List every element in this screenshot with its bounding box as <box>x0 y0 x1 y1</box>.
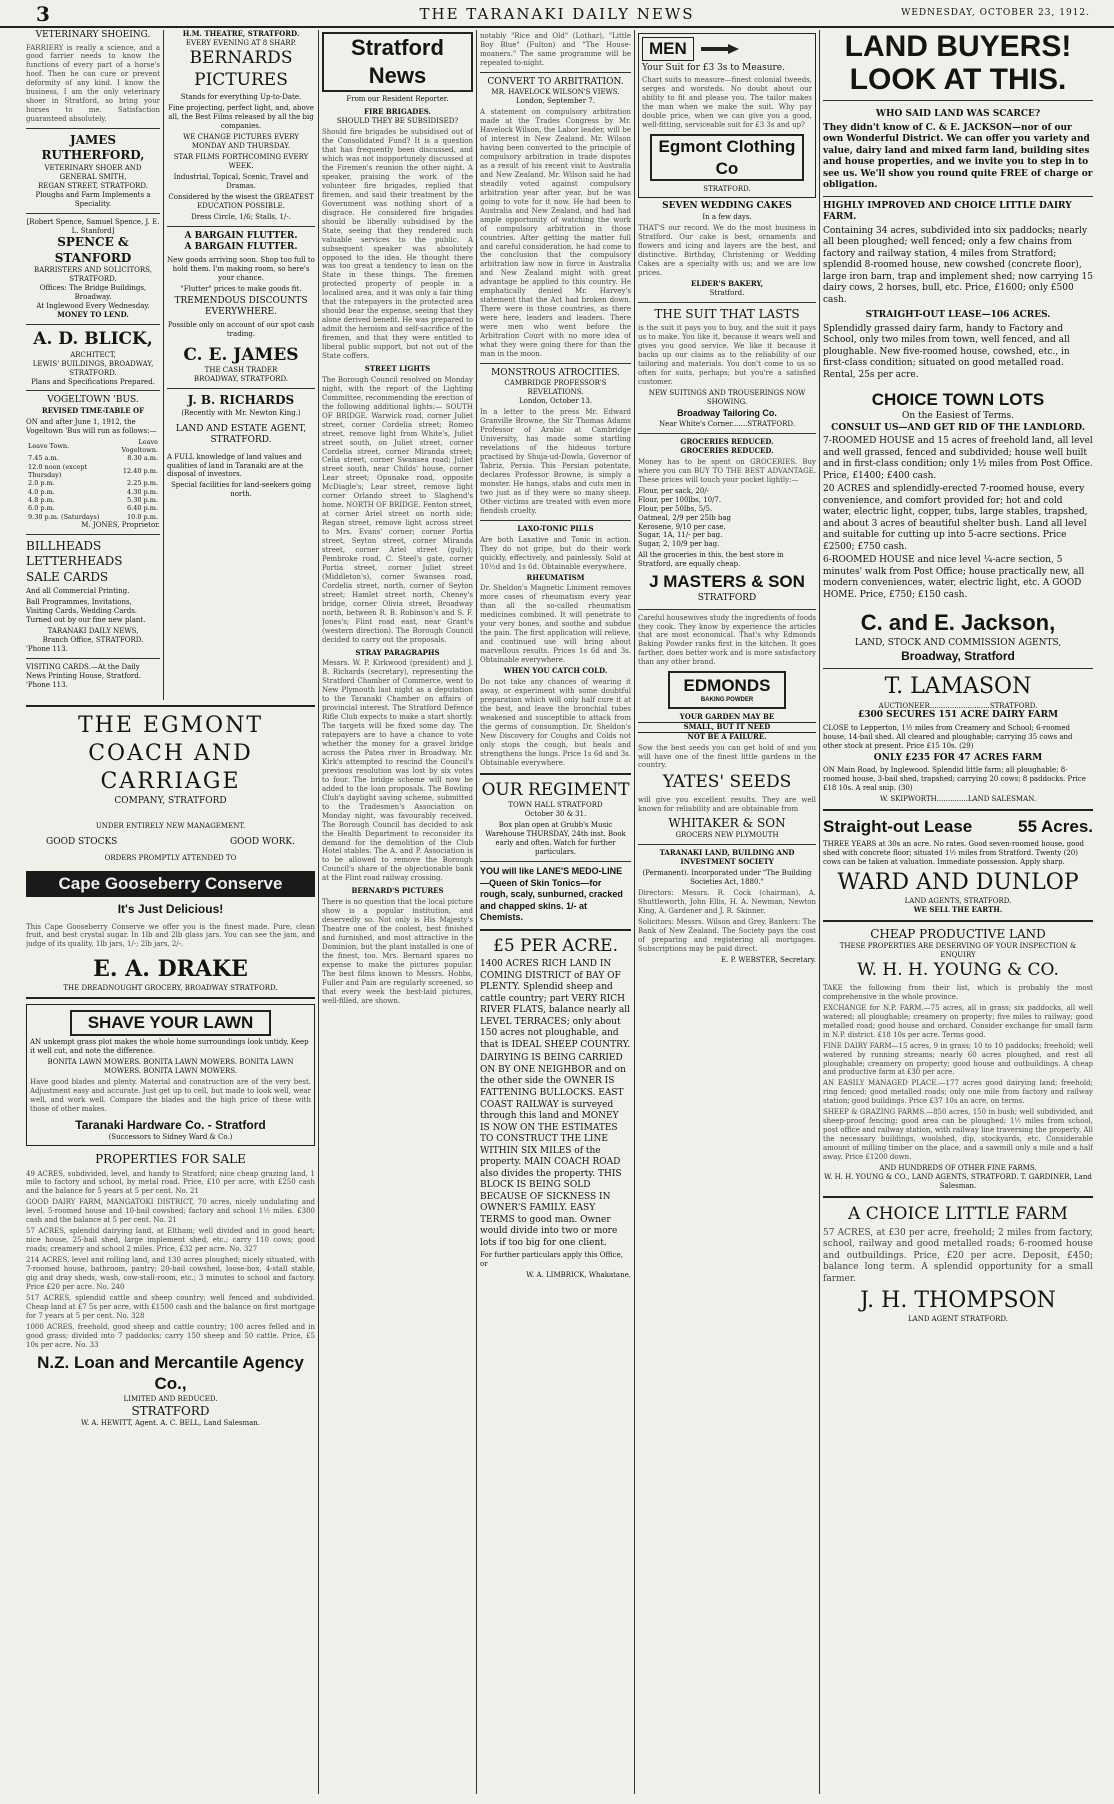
property-listing: 1000 ACRES, freehold, good sheep and cattle country; 100 acres felled and in good grass; divided into 7 paddocks; carry 150 sheep and 50 cattle. Price, £5 10s per acre. No. 33 <box>26 1322 315 1349</box>
garden-line: SMALL, BUT IT NEED <box>638 723 816 733</box>
column-2 <box>167 30 315 694</box>
list-item: Sugar, 2, 10/9 per bag. <box>638 540 720 549</box>
land-buyers-heading: LAND BUYERS! <box>844 30 1072 63</box>
coach-title: THE EGMONT <box>77 713 264 738</box>
flutter-line: "Flutter" prices to make goods fit. <box>180 284 302 293</box>
bus-cell: 2.0 p.m. <box>28 479 55 488</box>
article-body: notably "Rice and Old" (Lothar), "Little Boy Blue" (Fulton) and "The House-moaners." The same programme will be repeated to-night. <box>480 32 631 67</box>
young-line: W. H. H. YOUNG & CO., LAND AGENTS, STRATFORD. T. GARDINER, Land Salesman. <box>824 1172 1092 1190</box>
men-line: Chart suits to measure—finest colonial tweeds, serges and worsteds. No doubt about our ability to fit and please you. The tailor makes the man when we make the suit. Why pay double price, when we can give you a good, well-fitting, serviceable suit for £3 3s and up? <box>642 76 812 130</box>
edmonds-logo <box>668 671 786 708</box>
gooseberry-heading: Cape Gooseberry Conserve <box>26 871 315 897</box>
column-3 <box>322 30 473 1794</box>
column-rule <box>476 30 477 1794</box>
garden-line: NOT BE A FAILURE. <box>687 731 767 741</box>
article-sub: MR. HAVELOCK WILSON'S VIEWS. <box>491 88 620 97</box>
spence-line: At Inglewood Every Wednesday. <box>36 302 150 311</box>
column-4 <box>480 30 631 1794</box>
choice-farm-heading: A CHOICE LITTLE FARM <box>848 1203 1068 1224</box>
spence-firm: SPENCE & STANFORD <box>54 235 132 265</box>
lamason-line: AUCTIONEER...........................STRATFORD. <box>878 701 1038 710</box>
nz-loan-line: LIMITED AND REDUCED. <box>123 1395 218 1404</box>
bernards-line: Industrial, Topical, Scenic, Travel and Dramas. <box>173 173 309 190</box>
coach-title: COACH AND CARRIAGE <box>88 741 253 795</box>
scarce-heading: WHO SAID LAND WAS SCARCE? <box>875 109 1041 119</box>
men-line: Your Suit for £3 3s to Measure. <box>642 62 785 73</box>
bus-cell: 2.25 p.m. <box>127 479 158 488</box>
vet-body: FARRIERY is really a science, and a good farrier needs to know the functions of every part of a horse's hoof. Then he can cure or prevent deformity of any kind. I know the business, I am the only veterinary shoer in Stratford, so bring your horses to me. Satisfaction guaranteed absolutely. <box>26 43 160 124</box>
regiment-line: Box plan open at Grubb's Music Warehouse THURSDAY, 24th inst. Book early and often. Watch for further particulars. <box>485 821 626 857</box>
article-body: Do not take any chances of wearing it away, or experiment with some doubtful preparation which will only half cure it at the best, and leave the bronchial tubes weakened and susceptible to attack from the germs of consumption. Dr. Sheldon's New Discovery for Coughs and Colds not only stops the cough, but heals and strengthens the lungs. Price 1s 6d and 3s. Obtainable everywhere. <box>480 677 631 767</box>
young-line: AN EASILY MANAGED PLACE.—177 acres good dairying land; freehold; ring fenced; good metalled roads; only one mile from factory and railway station; good buildings. Price £37 10s an acre, on terms. <box>823 1079 1093 1106</box>
list-item: Flour, per 100lbs, 10/7. <box>638 495 722 504</box>
pointing-hand-icon <box>700 42 740 56</box>
young-line: FINE DAIRY FARM—15 acres, 9 in grass; 10 to 10 paddocks; freehold; well watered by running streams; nearly 60 acres ploughed, and rest all ploughable; creamery on property; good house and outbuildings. A cheap and productive farm at £30 per acre. <box>823 1041 1093 1077</box>
men-suit-ad <box>638 33 816 198</box>
bus-line: REVISED TIME-TABLE OF <box>41 406 145 415</box>
coach-line: COMPANY, STRATFORD <box>114 796 227 807</box>
bus-cell: 8.30 a.m. <box>127 454 158 463</box>
billheads-text: Branch Office, STRATFORD. <box>42 635 144 644</box>
garden-line: YOUR GARDEN MAY BE <box>638 713 816 723</box>
article-body: Messrs. W. P. Kirkwood (president) and J. B. Richards (secretary), representing the Stratford Chamber of Commerce, went to New Plymouth last night as a deputation to the Taranaki Chamber on affairs of provincial interest. The Stratford Defence Rifle Club expects to make a start shortly. The targets will be fixed some day. The ratepayers are to have a chance to vote whether the money for a gravel bridge across the Patea river in Broadway. Mr. Kirk's attempted to rescind the Council's previous resolution was lost by six votes to four. The bridge scheme will now be added to the loan proposals. The Bowling Club's daylight saving scheme, submitted to the Tradesmen's Association on Monday night, was favourably received. The Borough Council has decided to ask the Health Department to reconsider its demand for the demolition of the Club Hotel stables. The A. and P. Association is to be allowed to remove the Borough Council's share of the objectionable bank at the Flint road railway crossing. <box>322 659 473 883</box>
bernards-title: BERNARDS PICTURES <box>189 47 293 90</box>
richards-line: A FULL knowledge of land values and qualities of land in Taranaki are at the disposal of investors. <box>167 452 304 479</box>
table-row <box>26 488 160 496</box>
young-line: EXCHANGE for N.P. FARM.—75 acres, all in grass; six paddocks, all well watered; all ploughable; creamery on property; five miles to railway; good metalled road; good house and orchard. Consider exchange for small farm in N.P. district. £18 10s per acre. Terms good. <box>823 1003 1093 1039</box>
lamason-name: T. LAMASON <box>884 674 1032 700</box>
spence-line: MONEY TO LEND. <box>57 309 129 319</box>
issue-date: WEDNESDAY, OCTOBER 23, 1912. <box>901 8 1090 18</box>
richards-name: J. B. RICHARDS <box>187 393 295 408</box>
bernards-line: WE CHANGE PICTURES EVERY MONDAY AND THURSDAY. <box>183 133 299 151</box>
property-listing: 49 ACRES, subdivided, level, and handy to Stratford; nice cheap grazing land, 1 mile to factory and school, by metal road. Price, £10 per acre, with £250 cash and the balance for 5 years at 5 per cent. No. 21 <box>26 1169 315 1196</box>
article-body: In a letter to the press Mr. Edward Granville Browne, the Sir Thomas Adams Professor of Arabic at Cambridge University, has made some startling revelations of the hideous torture practised by Shuja-ud-Dowla, Governor of Tabriz, Persia. This Persian potentate, declares Professor Browne, is simply a monster. He hangs, stabs and cuts men in two just as if they were so many sheep. Other victims are treated with even more fiendish cruelty. <box>480 408 631 515</box>
stratford-news-heading: Stratford News <box>322 32 473 92</box>
drake-line: THE DREADNOUGHT GROCERY, BROADWAY STRATFORD. <box>63 983 278 992</box>
billheads-text: TARANAKI DAILY NEWS, <box>47 626 139 635</box>
bakery-name: ELDER'S BAKERY, <box>690 278 764 288</box>
lamason-line: W. SKIPWORTH..............LAND SALESMAN. <box>879 795 1037 804</box>
building-society-heading: TARANAKI LAND, BUILDING AND INVESTMENT SOCIETY <box>659 848 795 867</box>
cakes-sub: In a few days. <box>702 212 752 221</box>
edmonds-body: Careful housewives study the ingredients of foods they cook. They know by experience the articles that are most economical. That's why Edmonds Baking Powder ranks first in the kitchen. It goes farther, does better work and is more satisfactory than any other brand. <box>638 613 816 667</box>
bakery-line: Stratford. <box>709 288 745 297</box>
bernards-line: Considered by the wisest the GREATEST EDUCATION POSSIBLE. <box>168 192 314 210</box>
suit-body: NEW SUITINGS AND TROUSERINGS NOW SHOWING. <box>648 388 806 406</box>
bus-cell: 12.0 noon (except Thursday) <box>28 462 88 480</box>
article-body: Are both Laxative and Tonic in action. They do not gripe, but do their work quickly, effectively, and painlessly. Sold at 10½d and 1s 6d. Obtainable everywhere. <box>480 535 631 571</box>
bus-heading: VOGELTOWN 'BUS. <box>47 395 139 406</box>
thompson-line: LAND AGENT STRATFORD. <box>908 1315 1008 1324</box>
theatre-sub: EVERY EVENING AT 8 SHARP. <box>185 38 297 47</box>
lamason-line: CLOSE to Lepperton, 1½ miles from Creamery and School; 6-roomed house, 14-bail shed. All cleared and ploughable; carrying 35 cows and other stock at present. Price £15 10s. (29) <box>823 724 1073 750</box>
coach-line: UNDER ENTIRELY NEW MANAGEMENT. <box>95 821 246 830</box>
lease-body: Splendidly grassed dairy farm, handy to Factory and School, only two miles from town, well fenced, and all ploughable. New five-roomed house, cowshed, etc., in first-class condition; situated on good metalled road. Rental, 25s per acre. <box>823 323 1070 380</box>
column-1 <box>26 30 160 694</box>
acre-line: W. A. LIMBRICK, Whakatane. <box>526 1271 631 1280</box>
page-number: 3 <box>36 2 50 26</box>
flutter-line: Possible only on account of our spot cash trading. <box>167 320 315 338</box>
list-item: Oatmeal, 2/9 per 25lb bag <box>638 513 732 522</box>
column-rule <box>819 30 820 1794</box>
bus-cell: 4.0 p.m. <box>28 487 55 496</box>
newspaper-title: THE TARANAKI DAILY NEWS <box>419 5 695 23</box>
cheap-land-heading: CHEAP PRODUCTIVE LAND <box>870 926 1046 941</box>
richards-line: (Recently with Mr. Newton King.) <box>181 408 301 417</box>
cejames-name: C. E. JAMES <box>183 344 299 365</box>
property-listing: 57 ACRES, splendid dairying land, at Eltham; well divided and in good heart; nice house, 25-bail shed, large implement shed, etc.; carry 110 cows; good roads; creamery and school 2 miles. Price, £32 per acre. No. 327 <box>26 1227 315 1254</box>
article-body: A statement on compulsory arbitration made at the Trades Congress by Mr. Havelock Wilson, the Labor leader, will be of interest in New Zealand. Mr. Wilson having been converted to the principle of compulsory arbitration in trade disputes as a result of his recent visit to Australia and New Zealand. Mr. Wilson said he had steadily voted against compulsory arbitration year after year, but he was going to vote for it now. He had been to Australia and New Zealand, and had had ample opportunity of watching the work of compulsory arbitration in those countries. After getting the matter full and careful consideration, he had come to the conclusion that the compulsory arbitration law now in force in Australia and New Zealand might with great advantage be applied to this country. He emphatically denied Mr. Harvey's statement that the Act had broken down. There were in those countries, as there were here, leaders and leaders. There were men who went before the Arbitration Court with no more idea of what they were going there for than the man in the moon. <box>480 108 631 358</box>
coach-row <box>46 837 295 849</box>
building-society-line: E. P. WEBSTER, Secretary. <box>721 955 816 964</box>
regiment-line: TOWN HALL STRATFORD <box>508 801 603 810</box>
yates-body: will give you excellent results. They are well known for reliability and are obtainable from <box>638 796 816 814</box>
table-row <box>26 504 160 512</box>
lanes-ad: YOU will like LANE'S MEDO-LINE—Queen of Skin Tonics—for rough, scaly, sunburned, cracked and chapped skins. 1/- at Chemists. <box>480 865 623 923</box>
town-lots-heading: CHOICE TOWN LOTS <box>871 390 1045 410</box>
bus-cell: 10.0 p.m. <box>127 512 158 521</box>
blick-name: A. D. BLICK, <box>33 328 153 349</box>
nz-loan-name: N.Z. Loan and Mercantile Agency Co., <box>37 1352 304 1394</box>
article-body: The Borough Council resolved on Monday night, with the report of the Lighting Committee, recommending the erection of the following additional lights:— SOUTH OF BRIDGE. Warwick road, corner Juliet street, corner Cordelia street; Romeo street, remove light from White's, Juliet street south, on Juliet street, corner Cordelia street, corner Miranda street; Celia street, corner Swansea road; Juliet street south, near Childs' house, corner Lear street; Opunake road, opposite McDiagle's; Lear street, remove light corner Orlando street to Slaghend's home. NORTH OF BRIDGE. Fenton street, at corner Ariel street on north side; Regan street, remove light across street to Mrs. Evans' corner; corner Portia street, Seyton street, corner Miranda street, corner Ariel street (gully); Pembroke road, C. Steel's gate, corner Portia street, corner Juliet street (Middleton's), corner Swansea road, Cordelia street, north, corner of Seyton street; Hamlet street north, Cheney's bridge, corner Olivia street, Broadway north, between R. B. Robinson's and S. F. Jones's; Flint road east, near Grant's (western direction). The Borough Council decided to carry out the proposals. <box>322 375 473 644</box>
blick-line: Plans and Specifications Prepared. <box>31 377 155 386</box>
table-row <box>26 463 160 480</box>
visiting-cards: VISITING CARDS.—At the Daily News Printing House, Stratford. 'Phone 113. <box>26 662 141 689</box>
jackson-line: LAND, STOCK AND COMMISSION AGENTS, <box>854 637 1062 648</box>
article-heading: BERNARD'S PICTURES <box>351 886 444 896</box>
rutherford-line: Ploughs and Farm Implements a Speciality. <box>35 190 151 208</box>
article-heading: STRAY PARAGRAPHS <box>355 647 440 657</box>
blick-line: ARCHITECT, <box>70 350 116 359</box>
gooseberry-body: This Cape Gooseberry Conserve we offer you is the finest made. Pure, clean fruit, and best crystal sugar. In 1lb and 2lb glass jars. You can see the jam, and judge of its quality. 1lb jars, 1/-; 2lb jars, 2/-. <box>26 922 315 949</box>
town-lot-listing: 7-ROOMED HOUSE and 15 acres of freehold land, all level and well grassed, fenced and subdivided; house well built and in first-class condition; only 1½ miles from Post Office. Price, £1400; £400 cash. <box>823 436 1093 481</box>
rutherford-name: JAMES RUTHERFORD, <box>41 133 145 163</box>
groceries-heading: GROCERIES REDUCED. <box>680 445 774 455</box>
lawn-heading: SHAVE YOUR LAWN <box>70 1010 271 1036</box>
nz-loan-line: W. A. HEWITT, Agent. A. C. BELL, Land Salesman. <box>80 1419 261 1428</box>
column-rule <box>318 30 319 1794</box>
edmonds-logo-sub: BAKING POWDER <box>700 697 754 704</box>
billheads-text: And all Commercial Printing. <box>26 587 130 596</box>
nz-loan-line: STRATFORD <box>131 1404 210 1419</box>
list-item: Sugar, 1A, 11/- per bag. <box>638 531 723 540</box>
young-line: AND HUNDREDS OF OTHER FINE FARMS. <box>879 1163 1037 1172</box>
byline: From our Resident Reporter. <box>346 95 449 104</box>
article-heading: RHEUMATISM <box>526 572 585 582</box>
bus-cell: 6.40 p.m. <box>127 504 158 513</box>
building-society-line: Solicitors: Messrs. Wilson and Grey. Bankers: The Bank of New Zealand. The Society pays the cost of preparing and registering all mortgages. Subscriptions may be paid direct. <box>638 918 816 953</box>
article-heading: LAXO-TONIC PILLS <box>517 523 594 533</box>
spence-line: Offices: The Bridge Buildings, Broadway. <box>39 284 147 302</box>
richards-line: LAND AND ESTATE AGENT, STRATFORD. <box>175 423 307 446</box>
town-lot-listing: 6-ROOMED HOUSE and nice level ¼-acre section, 5 minutes' walk from Post Office; house practically new, all modern conveniences, water, electric light, etc. A GOOD HOME. Price, £750; £150 cash. <box>823 555 1085 600</box>
article-heading: WHEN YOU CATCH COLD. <box>503 666 608 676</box>
article-body: There is no question that the local picture show is a popular institution, and deservedly so. Not only is His Majesty's Theatre one of the coolest, best finished and furnished, and most attractive in the Dominion, but the plant installed is one of the finest, too. Mrs. Bernard spares no expense to make the pictures popular. The best films known to Messrs. Hobbs, Fuller and Pain are regularly screened, so that every week the best-laid pictures, well-filled, are shown. <box>322 898 473 1005</box>
yates-body: Sow the best seeds you can get hold of and you will have one of the finest little gardens in the country. <box>638 743 816 770</box>
coach-line: ORDERS PROMPTLY ATTENDED TO <box>104 854 237 863</box>
choice-farm-body: 57 ACRES, at £30 per acre, freehold; 2 miles from factory, school, railway and good metalled roads; 6-roomed house and outbuildings. Price, £20 per acre. Deposit, £450; balance long term. A splendid opportunity for a small farmer. <box>823 1227 1093 1284</box>
acre-line: For further particulars apply this Office, or <box>480 1251 623 1269</box>
taranaki-hardware-sub: (Successors to Sidney Ward & Co.) <box>108 1133 233 1142</box>
jackson-line: Broadway, Stratford <box>901 649 1015 664</box>
bottom-left-ads <box>26 700 315 1794</box>
drake-name: E. A. DRAKE <box>93 956 248 983</box>
spence-line: BARRISTERS AND SOLICITORS, STRATFORD. <box>34 266 152 284</box>
billheads-text: 'Phone 113. <box>26 644 68 653</box>
table-row <box>26 479 160 487</box>
bernards-line: STAR FILMS FORTHCOMING EVERY WEEK. <box>173 153 309 171</box>
cakes-body: THAT'S our record. We do the most business in Stratford. Our cake is best, ornaments and flowers and icing and layers are the best, and distinctive. Birthday, Christening or Wedding Cakes are a specialty with us; and we are low prices. <box>638 223 816 277</box>
rutherford-line: REGAN STREET, STRATFORD. <box>38 181 148 190</box>
lawn-ad <box>26 1004 315 1146</box>
article-heading: STREET LIGHTS <box>364 363 431 373</box>
properties-heading: PROPERTIES FOR SALE <box>95 1152 246 1167</box>
young-line: TAKE the following from their list, which is probably the most comprehensive in the whole province. <box>823 983 1093 1001</box>
flutter-heading: A BARGAIN FLUTTER. <box>184 230 298 241</box>
suit-heading: THE SUIT THAT LASTS <box>654 306 800 321</box>
article-heading: MONSTROUS ATROCITIES. <box>491 367 620 378</box>
building-society-line: (Permanent). Incorporated under "The Building Societies Act, 1880." <box>642 869 812 887</box>
cejames-line: THE CASH TRADER <box>204 366 278 375</box>
lease-heading: STRAIGHT-OUT LEASE—106 ACRES. <box>865 310 1051 321</box>
property-listing: GOOD DAIRY FARM, MANGATOKI DISTRICT, 70 acres, nicely undulating and level. 5-roomed house and 10-bail cowshed; factory and school 1½ miles. £300 cash and the balance at 5 per cent. No. 21 <box>26 1198 315 1225</box>
bus-cell: 4.8 p.m. <box>28 496 55 505</box>
column-rule <box>163 30 164 700</box>
lawn-line: AN unkempt grass plot makes the whole home surroundings look untidy. Keep it well cut, and note the difference. <box>30 1038 309 1056</box>
flutter-line: TREMENDOUS DISCOUNTS EVERYWHERE. <box>174 295 308 318</box>
billheads-text: Ball Programmes, Invitations, Visiting Cards, Wedding Cards. Turned out by our fine new plant. <box>26 597 146 624</box>
richards-line: Special facilities for land-seekers going north. <box>170 481 312 499</box>
bus-col-header: Leave Vogeltown. <box>121 437 158 455</box>
column-5 <box>638 30 816 1794</box>
whitaker-name: WHITAKER & SON <box>668 816 786 831</box>
bus-proprietor: M. JONES, Proprietor. <box>81 520 160 529</box>
property-listing: 517 ACRES, splendid cattle and sheep country; well fenced and subdivided. Cheap land at £7 5s per acre, with £1500 cash and the balance on first mortgage for 7 years at 5 per cent. No. 328 <box>26 1293 315 1320</box>
ward-dunlop-line: LAND AGENTS, STRATFORD. <box>904 896 1012 905</box>
groceries-line: Money has to be spent on GROCERIES. Buy where you can BUY TO THE BEST ADVANTAGE. These prices will touch your pocket lightly:— <box>638 457 816 484</box>
ward-dunlop-name: WARD AND DUNLOP <box>837 869 1079 895</box>
acre-heading: £5 PER ACRE. <box>493 935 618 956</box>
groceries-line: All the groceries in this, the best store in Stratford, are equally cheap. <box>638 551 784 569</box>
lamason-line: ON Main Road, by Inglewood. Splendid little farm; all ploughable; 8-roomed house, 3-bail shed, trapshed; carrying 20 cows; 8 paddocks. Price £18 10s. A real snip. (30) <box>823 766 1086 793</box>
article-sub: SHOULD THEY BE SUBSIDISED? <box>336 117 459 126</box>
article-heading: FIRE BRIGADES. <box>364 107 431 117</box>
acre-line: DAIRYING IS BEING CARRIED ON BY ONE NEIGHBOR and on the other side the OWNER IS FATTENING BULLOCKS. EAST COAST RAILWAY is surveyed through this land and MONEY IS NOW ON THE ESTIMATES TO CONSTRUCT THE LINE WITHIN SIX MILES of the property. MAIN COACH ROAD also divides the property. THIS BLOCK IS BEING SOLD BECAUSE OF SICKNESS IN OWNER'S FAMILY. EASY TERMS to good man. Owner would divide into two or more lots if too big for one client. <box>480 1053 626 1248</box>
flutter-line: New goods arriving soon. Shop too full to hold them. I'm making room, so here's your chance. <box>167 255 315 282</box>
groceries-heading: GROCERIES REDUCED. <box>680 436 774 446</box>
building-society-line: Directors: Messrs. R. Cock (chairman), A. Shuttleworth, John Ellis, H. A. Newman, Newton King, A. Gardener and J. R. Skinner. <box>638 889 816 916</box>
article-heading: CONVERT TO ARBITRATION. <box>487 76 624 87</box>
regiment-heading: OUR REGIMENT <box>481 779 630 800</box>
table-row <box>26 513 160 521</box>
bus-col-header: Leave Town. <box>28 442 70 451</box>
coach-line: GOOD WORK. <box>229 836 295 847</box>
list-item: Flour, per 50lbs, 5/5. <box>638 504 713 513</box>
broadway-line: Near White's Corner.......STRATFORD. <box>659 419 795 428</box>
list-item: Flour, per sack, 20/- <box>638 486 710 495</box>
bus-cell: 4.30 p.m. <box>127 487 158 496</box>
billheads-line: BILLHEADS <box>26 538 102 553</box>
billheads-line: LETTERHEADS <box>26 554 123 569</box>
cheap-land-sub: THESE PROPERTIES ARE DESERVING OF YOUR INSPECTION & ENQUIRY <box>839 942 1077 960</box>
cejames-line: BROADWAY, STRATFORD. <box>193 375 289 384</box>
masters-line: STRATFORD <box>697 593 757 604</box>
whitaker-line: GROCERS NEW PLYMOUTH <box>675 831 779 840</box>
bus-cell: 9.30 p.m. (Saturdays) <box>28 512 100 521</box>
straight-out-lease <box>823 816 1093 838</box>
edmonds-logo-text: EDMONDS <box>683 676 771 696</box>
acre-line: 1400 ACRES RICH LAND IN COMING DISTRICT of BAY OF PLENTY. Splendid sheep and cattle country; part VERY RICH RIVER FLATS, balance nearly all LEVEL TERRACES; only about 150 acres not ploughable, and that is IDEAL SHEEP COUNTRY. <box>480 959 631 1050</box>
gooseberry-sub: It's Just Delicious! <box>117 902 224 917</box>
rutherford-line: VETERINARY SHOER AND GENERAL SMITH, <box>44 163 142 181</box>
town-lot-listing: 20 ACRES and splendidly-erected 7-roomed house, every convenience, and comfort provided for; hot and cold water, electric light, copper, tubs, large stables, trapshed, and about 3 acres of beautiful shelter bush. Land all level and suitable for cutting up into 5-acre sections. Price £2500; £750 cash. <box>823 484 1088 552</box>
table-row <box>26 454 160 462</box>
bus-cell: 6.0 p.m. <box>28 504 55 513</box>
bus-timetable <box>26 438 160 521</box>
property-listing: 214 ACRES, level and rolling land, and 130 acres ploughed; nicely situated, with 7-roomed house, bathroom, pantry; 20-bail cowshed, loose-box, 4-stall stable, gig and dray sheds, wash, cow-stall-room, etc.; 3 minutes to school and factory. Price £20 per acre. No. 240 <box>26 1256 315 1291</box>
blick-line: LEWIS' BUILDINGS, BROADWAY, STRATFORD. <box>32 359 154 377</box>
bus-cell: 12.40 p.m. <box>122 466 158 475</box>
column-rule <box>634 30 635 1794</box>
lawn-line: BONITA LAWN MOWERS. BONITA LAWN MOWERS. BONITA LAWN MOWERS. BONITA LAWN MOWERS. <box>47 1058 294 1076</box>
flutter-heading: A BARGAIN FLUTTER. <box>184 242 298 253</box>
table-row <box>26 496 160 504</box>
article-sub: CAMBRIDGE PROFESSOR'S REVELATIONS. <box>504 379 607 397</box>
list-item: Kerosene, 9/10 per case. <box>638 522 726 531</box>
bernards-line: Fine projecting, perfect light, and, above all, the Best Films released by all the big companies. <box>168 104 314 131</box>
vet-heading: VETERINARY SHOEING. <box>35 30 151 40</box>
masters-name: J MASTERS & SON <box>649 572 805 592</box>
jackson-name: C. and E. Jackson, <box>860 610 1056 636</box>
lamason-line: ONLY £235 FOR 47 ACRES FARM <box>873 752 1043 763</box>
article-date: London, October 13. <box>518 397 593 406</box>
land-buyers-heading: LOOK AT THIS. <box>849 63 1067 96</box>
young-name: W. H. H. YOUNG & CO. <box>857 960 1059 981</box>
bus-line: ON and after June 1, 1912, the Vogeltown 'Bus will run as follows:— <box>26 417 157 435</box>
lawn-line: Have good blades and plenty. Material and construction are of the very best. Adjustment easy and accurate. Just get up to cell, but made to look well, wear well, and work well. Compare the blades and the high price of these with those of other makes. <box>30 1078 311 1113</box>
billheads-line: SALE CARDS <box>26 569 109 584</box>
spence-names: [Robert Spence, Samuel Spence, J. E. L. Stanford] <box>26 217 160 235</box>
sol-heading: Straight-out Lease <box>823 817 973 837</box>
egmont-clothing-logo: Egmont Clothing Co <box>650 134 804 182</box>
men-label: MEN <box>642 37 694 61</box>
article-body: Dr. Sheldon's Magnetic Liniment removes more cases of rheumatism every year than all the so-called rheumatism medicines combined. It will penetrate to your very bones, and soothe and subdue the pain. The first application will relieve, and continued use will bring about marvellous results. Prices 1s 6d and 3s. Obtainable everywhere. <box>480 584 631 665</box>
bus-cell: 7.45 a.m. <box>28 454 59 463</box>
ward-dunlop-line: WE SELL THE EARTH. <box>913 904 1003 914</box>
broadway-tailoring: Broadway Tailoring Co. <box>677 408 777 419</box>
column-6 <box>823 30 1093 1794</box>
sol-acres: 55 Acres. <box>1018 817 1093 837</box>
yates-name: YATES' SEEDS <box>662 772 792 793</box>
article-date: London, September 7. <box>516 97 595 106</box>
bus-cell: 5.30 p.m. <box>127 496 158 505</box>
cakes-heading: SEVEN WEDDING CAKES <box>662 201 792 212</box>
taranaki-hardware: Taranaki Hardware Co. - Stratford <box>75 1117 266 1132</box>
coach-line: GOOD STOCKS <box>46 836 118 847</box>
town-lots-sub: On the Easiest of Terms. <box>901 411 1015 422</box>
lamason-line: £300 SECURES 151 ACRE DAIRY FARM <box>857 710 1059 721</box>
young-line: SHEEP & GRAZING FARMS.—850 acres, 150 in bush; well subdivided, and sheep-proof fencing; good area can be ploughed; 1½ miles from school, post office and railway station, with railway line traversing the property. All the necessary buildings, woolshed, dip, stockyards, etc. Considerable amount of milling timber on the place, and a sawmill only a mile and a half away. Price £1200 down. <box>823 1108 1093 1162</box>
masthead <box>0 0 1114 28</box>
town-lots-sub: CONSULT US—AND GET RID OF THE LANDLORD. <box>831 422 1085 433</box>
egmont-line: STRATFORD. <box>703 185 751 194</box>
scarce-body: They didn't know of C. & E. JACKSON—nor of our own Wonderful District. We can offer you variety and value, dairy land and mixed farm land, building sites and house properties, and we invite you to step in to see us. We'll show you round quite FREE of charge or obligation. <box>823 122 1093 191</box>
theatre-heading: H.M. THEATRE, STRATFORD. <box>182 30 300 38</box>
bernards-line: Stands for everything Up-to-Date. <box>180 93 302 102</box>
dairy-body: Containing 34 acres, subdivided into six paddocks; nearly all been ploughed; well fenced; only a few chains from factory and railway station, 4 miles from Stratford; splendid 8-roomed house, new cowshed (concrete floor), large iron barn, trap and implement shed; now carrying 15 dairy cows, 2 horses, bull, etc. Price, £1600; only £500 cash. <box>823 225 1093 305</box>
regiment-line: October 30 & 31. <box>524 810 587 819</box>
article-body: Should fire brigades be subsidised out of the Consolidated Fund? It is a question that has frequently been discussed, and which was not inopportunely discussed at the Firemen's reunion the other night. A speaker, praising the work of the volunteer fire brigades, replied that firemen, and said their treatment by the Government was nothing short of a disgrace. He considered fire brigades should be liberally subsidised by the State, seeing that they rendered such valuable services to the public. A subsequent speaker was absolutely opposed to the idea. He thought there was too great a tendency to lean on the State in these things. The firemen protected property of people in a localised area, and it was only a fair thing that the ratepayers in the protected area should bear the expense, seeing that they alone derived benefit. He was prepared to admit the heroism and self-sacrifice of the firemen, and that they were entitled to liberal public support, but not out of the State coffers. <box>322 128 473 360</box>
dairy-heading: HIGHLY IMPROVED AND CHOICE LITTLE DAIRY FARM. <box>823 200 1072 223</box>
bernards-line: Dress Circle, 1/6; Stalls, 1/-. <box>191 212 291 221</box>
thompson-name: J. H. THOMPSON <box>860 1288 1056 1314</box>
sol-body: THREE YEARS at 30s an acre. No rates. Good seven-roomed house, good shed with concrete floor; situated 1½ miles from Stratford. Twenty (20) cows can be taken at valuation. Immediate possession. Apply sharp. <box>823 839 1085 866</box>
suit-body: is the suit it pays you to buy, and the suit it pays us to make. You like it, because it wears well and gives you good service. We like it because it backs up our claims as to the reliability of our tailoring and materials. You don't come to us so often for suits, perhaps; but you're a satisfied customer. <box>638 323 816 386</box>
